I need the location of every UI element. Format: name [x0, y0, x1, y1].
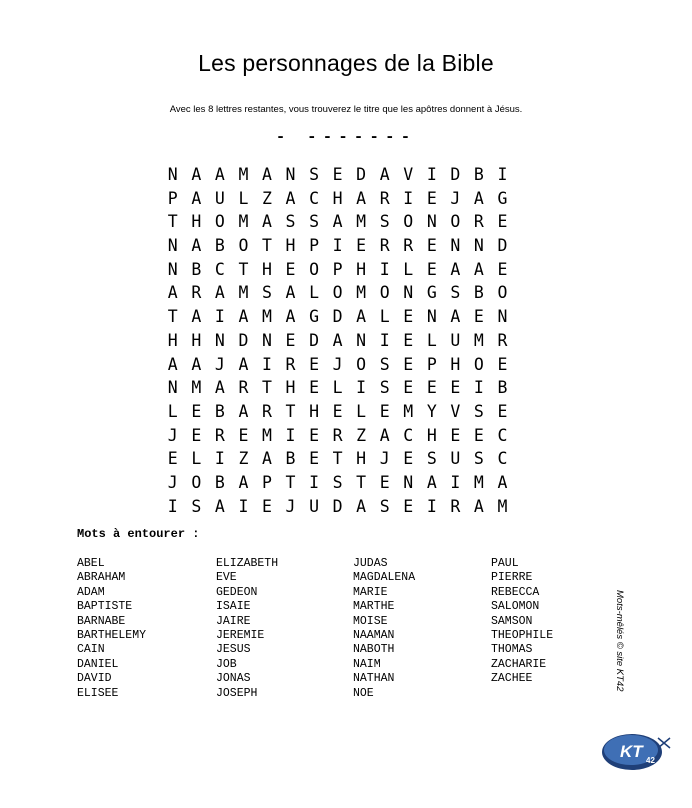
grid-cell[interactable]: G: [309, 307, 320, 327]
grid-cell[interactable]: M: [238, 283, 249, 303]
grid-cell[interactable]: R: [379, 236, 390, 256]
grid-cell[interactable]: V: [403, 165, 414, 184]
grid-cell[interactable]: M: [261, 425, 272, 445]
grid-cell[interactable]: P: [167, 188, 178, 208]
grid-cell[interactable]: O: [238, 236, 249, 256]
grid-cell[interactable]: R: [497, 330, 508, 350]
grid-cell[interactable]: H: [332, 188, 343, 208]
grid-cell[interactable]: E: [497, 401, 508, 421]
grid-cell[interactable]: C: [214, 259, 225, 279]
grid-cell[interactable]: E: [403, 307, 414, 327]
grid-cell[interactable]: E: [403, 449, 414, 469]
grid-cell[interactable]: J: [379, 449, 390, 469]
grid-cell[interactable]: I: [450, 472, 461, 492]
word-item: PIERRE: [491, 571, 533, 585]
grid-cell[interactable]: E: [309, 425, 320, 445]
grid-cell[interactable]: R: [473, 212, 484, 232]
grid-cell[interactable]: H: [356, 449, 367, 469]
grid-cell[interactable]: A: [191, 236, 202, 256]
grid-cell[interactable]: A: [497, 472, 508, 492]
grid-cell[interactable]: B: [473, 283, 484, 303]
grid-cell[interactable]: S: [332, 472, 343, 492]
grid-cell[interactable]: L: [426, 330, 437, 350]
grid-cell[interactable]: A: [473, 496, 484, 516]
grid-cell[interactable]: B: [214, 236, 225, 256]
grid-cell[interactable]: S: [473, 401, 484, 421]
grid-cell[interactable]: T: [285, 401, 296, 421]
grid-cell[interactable]: S: [450, 283, 461, 303]
grid-cell[interactable]: A: [238, 354, 249, 374]
grid-cell[interactable]: I: [379, 330, 390, 350]
grid-cell[interactable]: I: [426, 496, 437, 516]
grid-cell[interactable]: R: [214, 425, 225, 445]
word-column-4: [491, 557, 553, 687]
grid-cell[interactable]: J: [450, 188, 461, 208]
grid-cell[interactable]: V: [450, 401, 461, 421]
grid-cell[interactable]: J: [167, 472, 178, 492]
grid-cell[interactable]: A: [191, 188, 202, 208]
word-search-grid[interactable]: [161, 163, 514, 518]
grid-cell[interactable]: E: [403, 354, 414, 374]
grid-cell[interactable]: E: [356, 236, 367, 256]
word-item: DANIEL: [77, 657, 119, 671]
grid-row: [161, 424, 514, 448]
grid-cell[interactable]: L: [238, 188, 249, 208]
grid-cell[interactable]: A: [261, 212, 272, 232]
word-item: THEOPHILE: [491, 629, 554, 643]
grid-cell[interactable]: S: [379, 354, 390, 374]
grid-cell[interactable]: E: [191, 425, 202, 445]
grid-cell[interactable]: L: [167, 401, 178, 421]
grid-cell[interactable]: A: [214, 283, 225, 303]
grid-cell[interactable]: R: [450, 496, 461, 516]
grid-cell[interactable]: L: [356, 401, 367, 421]
grid-row: [161, 329, 514, 353]
word-item: MARTHE: [353, 600, 395, 614]
grid-cell[interactable]: A: [285, 307, 296, 327]
grid-cell[interactable]: A: [356, 496, 367, 516]
word-column-3: [353, 557, 415, 701]
word-item: JESUS: [216, 643, 251, 657]
word-item: ZACHARIE: [491, 657, 547, 671]
grid-cell[interactable]: G: [426, 283, 437, 303]
grid-cell[interactable]: O: [473, 354, 484, 374]
grid-cell[interactable]: A: [379, 165, 390, 184]
grid-cell[interactable]: N: [450, 236, 461, 256]
word-item: JOSEPH: [216, 686, 258, 700]
grid-cell[interactable]: R: [261, 401, 272, 421]
grid-cell[interactable]: E: [473, 307, 484, 327]
grid-row: [161, 305, 514, 329]
grid-cell[interactable]: B: [214, 472, 225, 492]
grid-cell[interactable]: O: [450, 212, 461, 232]
grid-cell[interactable]: A: [238, 472, 249, 492]
grid-cell[interactable]: A: [379, 425, 390, 445]
grid-cell[interactable]: P: [261, 472, 272, 492]
grid-cell[interactable]: A: [473, 259, 484, 279]
grid-cell[interactable]: A: [238, 307, 249, 327]
grid-cell[interactable]: E: [309, 378, 320, 398]
grid-cell[interactable]: I: [309, 472, 320, 492]
word-item: ABRAHAM: [77, 571, 126, 585]
grid-cell[interactable]: I: [238, 496, 249, 516]
grid-cell[interactable]: E: [309, 354, 320, 374]
grid-cell[interactable]: U: [309, 496, 320, 516]
grid-cell[interactable]: O: [497, 283, 508, 303]
grid-cell[interactable]: E: [497, 259, 508, 279]
grid-cell[interactable]: A: [191, 165, 202, 184]
grid-cell[interactable]: A: [450, 259, 461, 279]
grid-cell[interactable]: E: [332, 165, 343, 184]
grid-cell[interactable]: S: [473, 449, 484, 469]
grid-cell[interactable]: A: [285, 283, 296, 303]
grid-cell[interactable]: S: [426, 449, 437, 469]
grid-cell[interactable]: I: [426, 165, 437, 184]
grid-cell[interactable]: T: [261, 236, 272, 256]
grid-cell[interactable]: N: [261, 330, 272, 350]
grid-cell[interactable]: T: [238, 259, 249, 279]
grid-cell[interactable]: S: [261, 283, 272, 303]
grid-cell[interactable]: A: [332, 212, 343, 232]
grid-cell[interactable]: T: [167, 307, 178, 327]
grid-cell[interactable]: D: [450, 165, 461, 184]
grid-cell[interactable]: A: [332, 330, 343, 350]
logo-cross-icon: [658, 738, 670, 748]
grid-cell[interactable]: E: [426, 236, 437, 256]
grid-cell[interactable]: Z: [356, 425, 367, 445]
grid-cell[interactable]: U: [450, 330, 461, 350]
grid-cell[interactable]: N: [167, 378, 178, 398]
grid-cell[interactable]: C: [497, 449, 508, 469]
grid-cell[interactable]: A: [426, 472, 437, 492]
word-item: JUDAS: [353, 557, 388, 570]
grid-row: [161, 281, 514, 305]
grid-cell[interactable]: O: [403, 212, 414, 232]
grid-cell[interactable]: A: [356, 188, 367, 208]
word-item: ELISEE: [77, 686, 119, 700]
grid-cell[interactable]: D: [309, 330, 320, 350]
grid-cell[interactable]: H: [167, 330, 178, 350]
grid-row: [161, 187, 514, 211]
grid-cell[interactable]: S: [285, 212, 296, 232]
side-credit: Mots-mêlés © site KT42: [614, 590, 625, 692]
word-column-2: [216, 557, 278, 701]
grid-cell[interactable]: R: [379, 188, 390, 208]
grid-cell[interactable]: G: [497, 188, 508, 208]
logo-subtext: 42: [646, 756, 655, 765]
grid-cell[interactable]: N: [403, 283, 414, 303]
grid-cell[interactable]: N: [497, 307, 508, 327]
grid-cell[interactable]: E: [261, 496, 272, 516]
grid-cell[interactable]: I: [356, 378, 367, 398]
grid-cell[interactable]: A: [356, 307, 367, 327]
grid-cell[interactable]: P: [332, 259, 343, 279]
grid-cell[interactable]: O: [356, 354, 367, 374]
word-item: NABOTH: [353, 643, 395, 657]
grid-cell[interactable]: N: [167, 165, 178, 184]
word-item: ISAIE: [216, 600, 251, 614]
word-item: SALOMON: [491, 600, 540, 614]
grid-cell[interactable]: E: [426, 188, 437, 208]
grid-cell[interactable]: M: [497, 496, 508, 516]
word-item: ADAM: [77, 585, 105, 599]
grid-cell[interactable]: I: [473, 378, 484, 398]
grid-cell[interactable]: A: [261, 165, 272, 184]
grid-cell[interactable]: J: [214, 354, 225, 374]
grid-cell[interactable]: L: [332, 378, 343, 398]
grid-cell[interactable]: A: [167, 283, 178, 303]
grid-cell[interactable]: B: [473, 165, 484, 184]
grid-cell[interactable]: A: [285, 188, 296, 208]
grid-cell[interactable]: N: [426, 307, 437, 327]
grid-cell[interactable]: I: [285, 425, 296, 445]
word-item: JONAS: [216, 672, 251, 686]
grid-cell[interactable]: I: [403, 188, 414, 208]
grid-cell[interactable]: O: [309, 259, 320, 279]
grid-cell[interactable]: E: [238, 425, 249, 445]
grid-cell[interactable]: M: [356, 212, 367, 232]
word-item: GEDEON: [216, 585, 258, 599]
grid-cell[interactable]: H: [191, 212, 202, 232]
grid-cell[interactable]: B: [214, 401, 225, 421]
grid-cell[interactable]: E: [403, 496, 414, 516]
grid-cell[interactable]: T: [261, 378, 272, 398]
grid-cell[interactable]: A: [214, 378, 225, 398]
grid-cell[interactable]: A: [261, 449, 272, 469]
grid-cell[interactable]: N: [426, 212, 437, 232]
word-item: NOE: [353, 686, 374, 700]
grid-cell[interactable]: N: [473, 236, 484, 256]
grid-cell[interactable]: Z: [238, 449, 249, 469]
word-item: MARIE: [353, 585, 388, 599]
word-item: NAIM: [353, 657, 381, 671]
grid-cell[interactable]: A: [214, 165, 225, 184]
grid-cell[interactable]: M: [403, 401, 414, 421]
word-item: EVE: [216, 571, 237, 585]
grid-cell[interactable]: H: [261, 259, 272, 279]
grid-cell[interactable]: S: [191, 496, 202, 516]
grid-cell[interactable]: E: [332, 401, 343, 421]
grid-cell[interactable]: R: [332, 425, 343, 445]
word-item: BARTHELEMY: [77, 629, 147, 643]
grid-row: [161, 353, 514, 377]
logo-text: KT: [620, 742, 643, 761]
grid-row: [161, 210, 514, 234]
kt42-logo: [600, 728, 672, 774]
grid-cell[interactable]: B: [191, 259, 202, 279]
grid-cell[interactable]: A: [214, 496, 225, 516]
grid-cell[interactable]: E: [309, 449, 320, 469]
word-item: MOISE: [353, 614, 388, 628]
answer-placeholder: - -------: [275, 128, 417, 146]
word-item: BARNABE: [77, 614, 126, 628]
grid-cell[interactable]: S: [309, 212, 320, 232]
grid-cell[interactable]: A: [238, 401, 249, 421]
grid-cell[interactable]: H: [285, 236, 296, 256]
grid-cell[interactable]: P: [309, 236, 320, 256]
grid-row: [161, 258, 514, 282]
grid-cell[interactable]: M: [356, 283, 367, 303]
grid-cell[interactable]: L: [403, 259, 414, 279]
grid-cell[interactable]: E: [379, 401, 390, 421]
grid-cell[interactable]: I: [261, 354, 272, 374]
grid-cell[interactable]: R: [285, 354, 296, 374]
word-item: JAIRE: [216, 614, 251, 628]
grid-cell[interactable]: R: [403, 236, 414, 256]
grid-cell[interactable]: I: [214, 449, 225, 469]
grid-cell[interactable]: C: [309, 188, 320, 208]
grid-cell[interactable]: S: [379, 496, 390, 516]
grid-cell[interactable]: T: [356, 472, 367, 492]
grid-cell[interactable]: N: [167, 236, 178, 256]
grid-cell[interactable]: H: [426, 425, 437, 445]
word-column-1: [77, 557, 146, 701]
word-item: THOMAS: [491, 643, 533, 657]
word-item: SAMSON: [491, 614, 533, 628]
grid-cell[interactable]: L: [191, 449, 202, 469]
grid-cell[interactable]: H: [450, 354, 461, 374]
grid-cell[interactable]: E: [450, 378, 461, 398]
grid-cell[interactable]: A: [191, 354, 202, 374]
grid-cell[interactable]: I: [379, 259, 390, 279]
grid-cell[interactable]: S: [379, 212, 390, 232]
word-item: NAAMAN: [353, 629, 395, 643]
grid-cell[interactable]: N: [167, 259, 178, 279]
word-item: PAUL: [491, 557, 519, 570]
grid-cell[interactable]: Y: [426, 401, 437, 421]
instruction-text: Avec les 8 lettres restantes, vous trouverez le titre que les apôtres donnent à Jésus.: [169, 104, 523, 115]
grid-cell[interactable]: E: [426, 259, 437, 279]
grid-cell[interactable]: T: [167, 212, 178, 232]
grid-cell[interactable]: J: [332, 354, 343, 374]
grid-cell[interactable]: B: [285, 449, 296, 469]
grid-cell[interactable]: U: [450, 449, 461, 469]
grid-row: [161, 495, 514, 519]
grid-cell[interactable]: C: [403, 425, 414, 445]
grid-cell[interactable]: R: [238, 378, 249, 398]
grid-cell[interactable]: E: [285, 330, 296, 350]
grid-cell[interactable]: E: [450, 425, 461, 445]
grid-cell[interactable]: J: [285, 496, 296, 516]
grid-cell[interactable]: E: [426, 378, 437, 398]
grid-row: [161, 234, 514, 258]
grid-cell[interactable]: E: [191, 401, 202, 421]
grid-cell[interactable]: M: [473, 330, 484, 350]
word-item: MAGDALENA: [353, 571, 416, 585]
grid-cell[interactable]: L: [379, 307, 390, 327]
grid-cell[interactable]: P: [426, 354, 437, 374]
grid-cell[interactable]: M: [238, 212, 249, 232]
grid-row: [161, 400, 514, 424]
grid-cell[interactable]: M: [238, 165, 249, 184]
grid-cell[interactable]: N: [214, 330, 225, 350]
grid-cell[interactable]: C: [497, 425, 508, 445]
grid-cell[interactable]: N: [403, 472, 414, 492]
word-item: NATHAN: [353, 672, 395, 686]
word-item: ZACHEE: [491, 672, 533, 686]
grid-cell[interactable]: A: [473, 188, 484, 208]
grid-cell[interactable]: H: [191, 330, 202, 350]
grid-cell[interactable]: E: [473, 425, 484, 445]
grid-cell[interactable]: U: [214, 188, 225, 208]
word-item: CAIN: [77, 643, 105, 657]
grid-row: [161, 376, 514, 400]
word-item: BAPTISTE: [77, 600, 133, 614]
word-item: JEREMIE: [216, 629, 265, 643]
grid-cell[interactable]: R: [191, 283, 202, 303]
word-item: ABEL: [77, 557, 105, 570]
grid-cell[interactable]: N: [285, 165, 296, 184]
word-item: REBECCA: [491, 585, 540, 599]
grid-cell[interactable]: Z: [261, 188, 272, 208]
grid-row: [161, 471, 514, 495]
grid-cell[interactable]: O: [379, 283, 390, 303]
grid-cell[interactable]: H: [285, 378, 296, 398]
grid-cell[interactable]: L: [309, 283, 320, 303]
grid-cell[interactable]: I: [214, 307, 225, 327]
grid-cell[interactable]: O: [191, 472, 202, 492]
grid-cell[interactable]: S: [379, 378, 390, 398]
grid-cell[interactable]: M: [261, 307, 272, 327]
grid-cell[interactable]: A: [450, 307, 461, 327]
grid-cell[interactable]: M: [191, 378, 202, 398]
page-title: Les personnages de la Bible: [198, 50, 494, 76]
grid-cell[interactable]: H: [356, 259, 367, 279]
grid-cell[interactable]: J: [167, 425, 178, 445]
grid-cell[interactable]: A: [191, 307, 202, 327]
grid-cell[interactable]: E: [403, 378, 414, 398]
grid-row: [161, 163, 514, 187]
grid-cell[interactable]: T: [285, 472, 296, 492]
grid-cell[interactable]: E: [167, 449, 178, 469]
words-heading: Mots à entourer :: [77, 527, 200, 541]
grid-cell[interactable]: I: [332, 236, 343, 256]
grid-cell[interactable]: N: [356, 330, 367, 350]
grid-cell[interactable]: E: [285, 259, 296, 279]
grid-cell[interactable]: A: [167, 354, 178, 374]
grid-cell[interactable]: M: [473, 472, 484, 492]
word-item: ELIZABETH: [216, 557, 279, 570]
grid-cell[interactable]: I: [167, 496, 178, 516]
grid-cell[interactable]: D: [332, 496, 343, 516]
grid-cell[interactable]: H: [309, 401, 320, 421]
grid-cell[interactable]: T: [332, 449, 343, 469]
grid-cell[interactable]: O: [214, 212, 225, 232]
grid-cell[interactable]: E: [379, 472, 390, 492]
grid-cell[interactable]: D: [238, 330, 249, 350]
grid-cell[interactable]: S: [309, 165, 320, 184]
grid-cell[interactable]: E: [497, 354, 508, 374]
grid-row: [161, 447, 514, 471]
word-item: DAVID: [77, 672, 112, 686]
grid-cell[interactable]: O: [332, 283, 343, 303]
word-item: JOB: [216, 657, 237, 671]
grid-cell[interactable]: D: [497, 236, 508, 256]
grid-cell[interactable]: E: [403, 330, 414, 350]
grid-cell[interactable]: B: [497, 378, 508, 398]
grid-cell[interactable]: E: [497, 212, 508, 232]
grid-cell[interactable]: D: [356, 165, 367, 184]
grid-cell[interactable]: D: [332, 307, 343, 327]
grid-cell[interactable]: I: [497, 165, 508, 184]
